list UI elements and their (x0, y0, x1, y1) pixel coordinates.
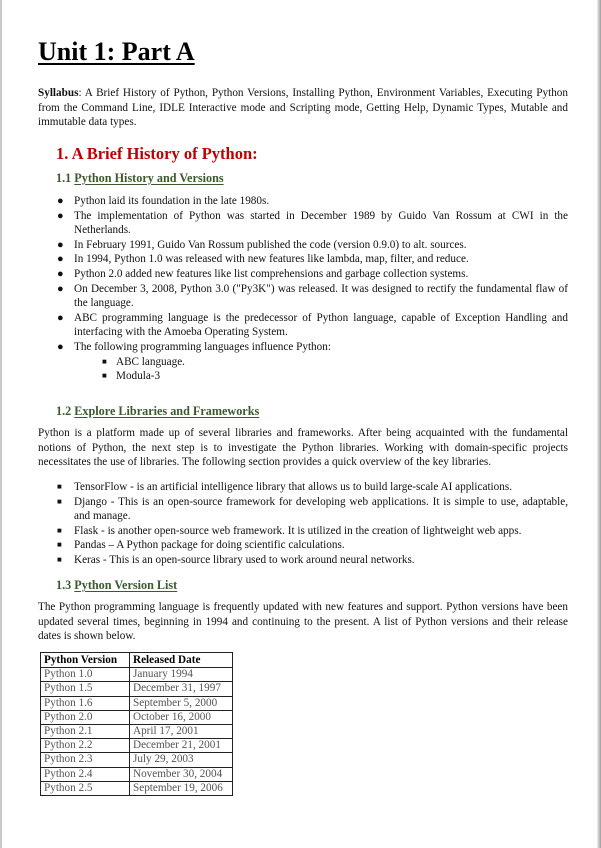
date-cell: April 17, 2001 (130, 725, 233, 739)
square-marker: ■ (57, 482, 62, 491)
date-cell: October 16, 2000 (130, 710, 233, 724)
version-cell: Python 1.0 (41, 668, 130, 682)
bullet-marker: ● (57, 267, 64, 280)
version-cell: Python 2.5 (41, 781, 130, 795)
list-item (56, 311, 568, 340)
bullet-marker: ● (57, 282, 64, 295)
sub-list-item (100, 369, 568, 384)
list-item (56, 524, 568, 539)
syllabus-label: Syllabus (38, 87, 79, 99)
table-row (41, 781, 233, 795)
table-header-row (41, 653, 233, 668)
column-header-released-date: Released Date (130, 653, 233, 668)
list-item (56, 495, 568, 524)
subsection-heading-history-versions (56, 171, 224, 186)
list-item-text: The following programming languages influence Python: (74, 340, 331, 353)
column-header-version: Python Version (41, 653, 130, 668)
version-cell: Python 2.4 (41, 767, 130, 781)
list-item (56, 538, 568, 553)
bullet-marker: ● (57, 195, 64, 207)
subsection-number: 1.2 (56, 404, 72, 418)
subsection-label: Python History and Versions (74, 171, 224, 185)
list-item (56, 553, 568, 568)
list-item (56, 209, 568, 238)
table-row (41, 682, 233, 696)
list-item-text: Python laid its foundation in the late 1980s. (74, 195, 270, 207)
square-marker: ■ (102, 356, 107, 366)
square-marker: ■ (57, 540, 62, 550)
version-cell: Python 2.3 (41, 753, 130, 767)
subsection-label: Explore Libraries and Frameworks (74, 404, 260, 418)
list-item-text: Flask - is another open-source web framework. It is utilized in the creation of lightweight web apps. (74, 524, 522, 537)
list-item (56, 340, 568, 384)
syllabus-paragraph (38, 86, 568, 130)
list-item-text: ABC programming language is the predecessor of Python language, capable of Exception Handling and interfacing with the Amoeba Operating System. (74, 311, 568, 339)
unit-title: Unit 1: Part A (38, 37, 195, 66)
list-item-text: The implementation of Python was started in December 1989 by Guido Van Rossum at CWI in the Netherlands. (74, 209, 568, 237)
version-list-intro-paragraph: The Python programming language is frequently updated with new features and support. Python versions have been updated several times, beginning in 1994 and continuing to the present. A list of Python versions and their release dates is shown below. (38, 601, 568, 643)
date-cell: December 31, 1997 (130, 682, 233, 696)
table-row (41, 739, 233, 753)
table-row (41, 710, 233, 724)
page-edge (0, 0, 2, 848)
list-item (56, 282, 568, 311)
version-cell: Python 1.5 (41, 682, 130, 696)
square-marker: ■ (57, 496, 62, 506)
section-heading-history: 1. A Brief History of Python: (56, 144, 258, 163)
syllabus-text: : A Brief History of Python, Python Versions, Installing Python, Environment Variables, Executing Python from the Command Line, IDLE Interactive mode and Scripting mode, Getting Help, Dynamic Types, Mutable and immutable data types. (38, 87, 568, 129)
square-marker: ■ (102, 371, 107, 381)
list-item-text: In February 1991, Guido Van Rossum published the code (version 0.9.0) to alt. sources. (74, 238, 467, 251)
table-row (41, 753, 233, 767)
square-marker: ■ (57, 525, 62, 535)
bullet-marker: ● (57, 238, 64, 251)
bullet-marker: ● (57, 311, 64, 324)
list-item (56, 194, 568, 209)
table-row (41, 767, 233, 781)
list-item-text: Python 2.0 added new features like list comprehensions and garbage collection systems. (74, 267, 469, 280)
date-cell: September 5, 2000 (130, 696, 233, 710)
subsection-number: 1.3 (56, 578, 72, 592)
subsection-label: Python Version List (74, 578, 178, 592)
date-cell: December 21, 2001 (130, 739, 233, 753)
list-item-text: Django - This is an open-source framework for developing web applications. It is simple to use, adaptable, and manage. (74, 495, 568, 523)
list-item-text: In 1994, Python 1.0 was released with new features like lambda, map, filter, and reduce. (74, 253, 469, 266)
list-item-text: Keras - This is an open-source library used to work around neural networks. (74, 553, 415, 566)
sub-list-item-text: Modula-3 (116, 370, 161, 383)
history-bullet-list (56, 194, 568, 384)
bullet-marker: ● (57, 253, 64, 266)
subsection-heading-version-list (56, 578, 177, 593)
date-cell: July 29, 2003 (130, 753, 233, 767)
sub-list-item-text: ABC language. (116, 355, 185, 368)
list-item (56, 480, 568, 495)
table-row (41, 725, 233, 739)
list-item-text: Pandas – A Python package for doing scientific calculations. (74, 539, 345, 552)
libraries-intro-paragraph: Python is a platform made up of several libraries and frameworks. After being acquainted with the fundamental notions of Python, the next step is to investigate the Python libraries. Working with domain-specific projects necessitates the use of libraries. The following section provides a quick overview of the key libraries. (38, 427, 568, 469)
date-cell: January 1994 (130, 668, 233, 682)
version-cell: Python 2.0 (41, 710, 130, 724)
python-version-table (40, 652, 233, 796)
list-item-text: TensorFlow - is an artificial intelligence library that allows us to build large-scale AI applications. (74, 481, 512, 493)
page-edge-shadow (597, 0, 601, 848)
bullet-marker: ● (57, 209, 64, 222)
version-cell: Python 2.2 (41, 739, 130, 753)
table-row (41, 696, 233, 710)
sub-list-item (100, 355, 568, 370)
bullet-marker: ● (57, 340, 64, 353)
list-item-text: On December 3, 2008, Python 3.0 ("Py3K") was released. It was designed to rectify the fundamental flaw of the language. (74, 282, 568, 310)
date-cell: November 30, 2004 (130, 767, 233, 781)
version-cell: Python 1.6 (41, 696, 130, 710)
libraries-bullet-list (56, 480, 568, 568)
list-item (56, 252, 568, 267)
table-row (41, 668, 233, 682)
list-item (56, 238, 568, 253)
influence-sub-list (74, 355, 568, 384)
subsection-number: 1.1 (56, 171, 72, 185)
date-cell: September 19, 2006 (130, 781, 233, 795)
subsection-heading-libraries (56, 404, 259, 419)
version-cell: Python 2.1 (41, 725, 130, 739)
list-item (56, 267, 568, 282)
square-marker: ■ (57, 554, 62, 564)
